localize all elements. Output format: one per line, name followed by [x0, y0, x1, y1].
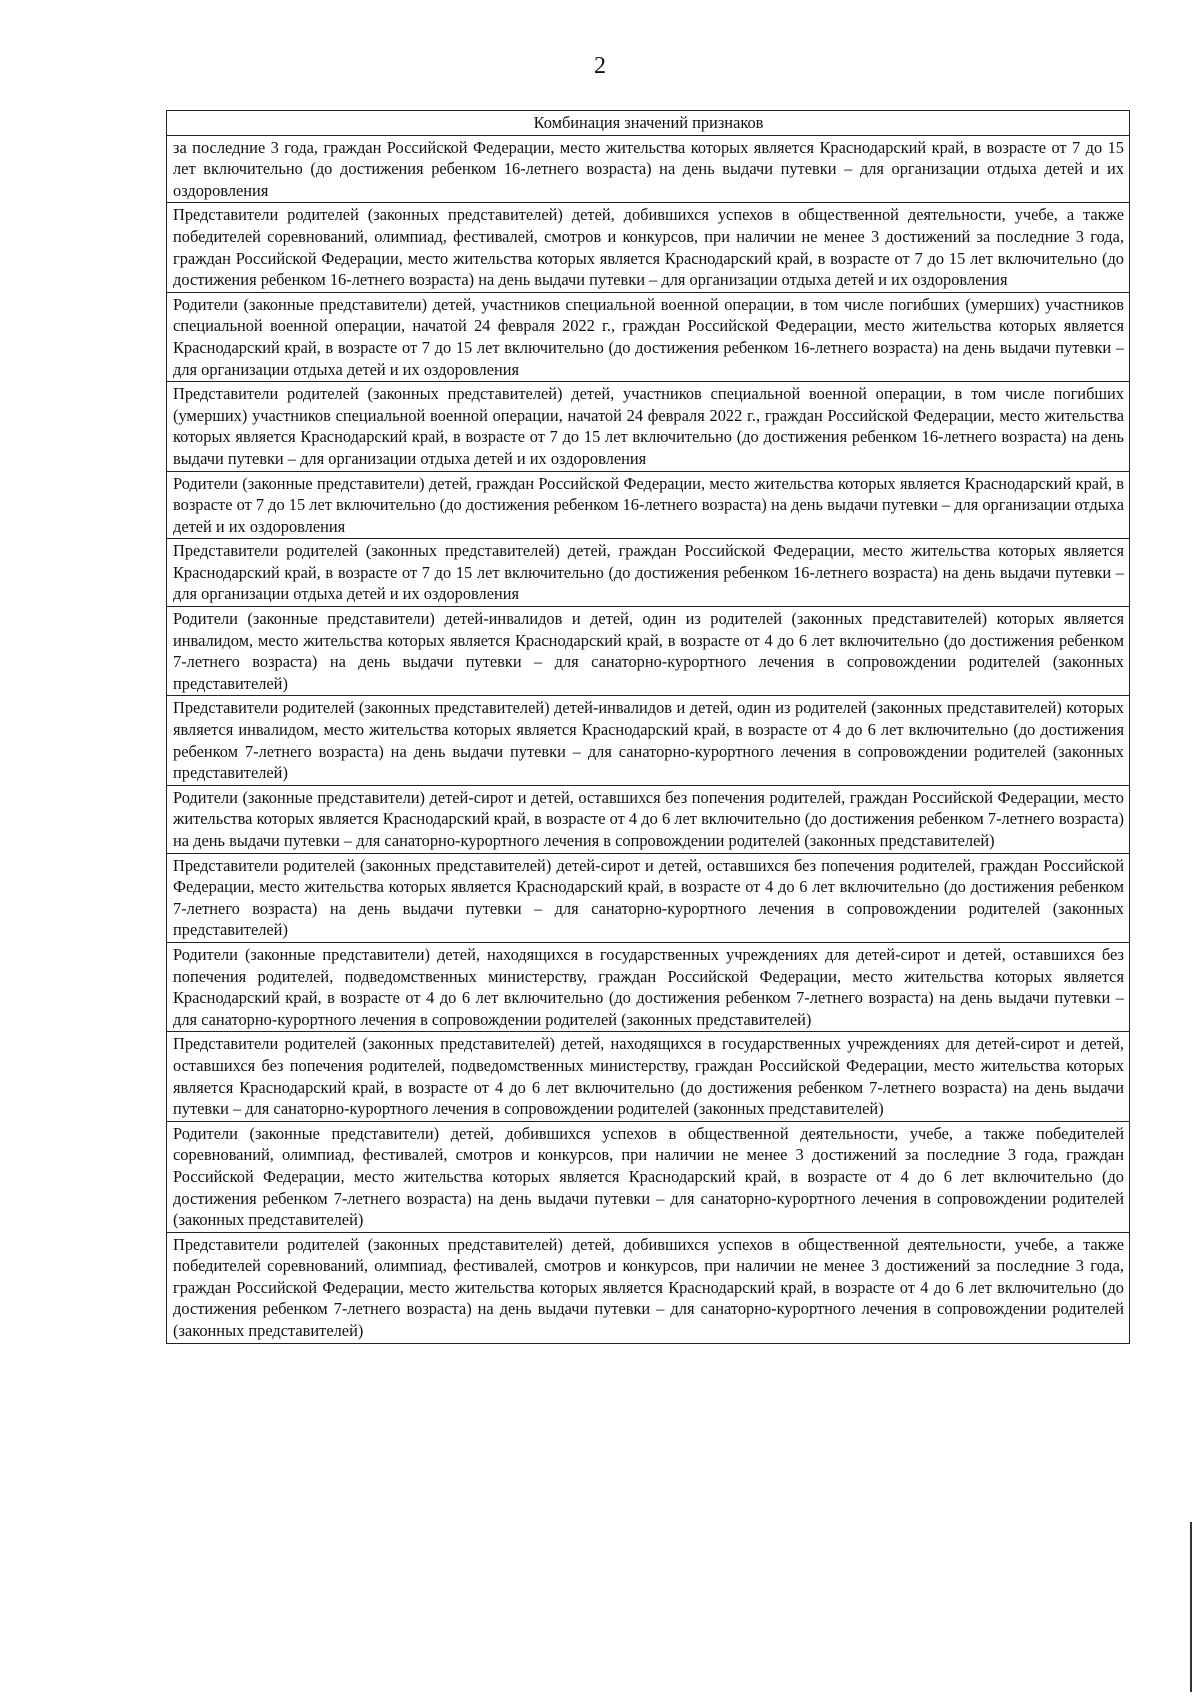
table-row — [167, 607, 1130, 696]
table-row — [167, 292, 1130, 381]
table-cell: Родители (законные представители) детей, добившихся успехов в общественной деятельности, учебе, а также победителей соревнований, олимпиад, фестивалей, смотров и конкурсов, при наличии не менее 3 достижений за последние 3 года, граждан Российской Федерации, место жительства которых является Краснодарский край, в возрасте от 4 до 6 лет включительно (до достижения ребенком 7-летнего возраста) на день выдачи путевки – для санаторно-курортного лечения в сопровождении родителей (законных представителей) — [167, 1121, 1130, 1232]
table-header-row — [167, 111, 1130, 136]
table-row — [167, 382, 1130, 471]
table-row — [167, 696, 1130, 785]
table-header-cell: Комбинация значений признаков — [167, 111, 1130, 136]
table-cell: Представители родителей (законных представителей) детей, граждан Российской Федерации, место жительства которых является Краснодарский край, в возрасте от 7 до 15 лет включительно (до достижения ребенком 16-летнего возраста) на день выдачи путевки – для организации отдыха детей и их оздоровления — [167, 539, 1130, 607]
table-row — [167, 471, 1130, 539]
table-cell: Родители (законные представители) детей-сирот и детей, оставшихся без попечения родителей, граждан Российской Федерации, место жительства которых является Краснодарский край, в возрасте от 4 до 6 лет включительно (до достижения ребенком 7-летнего возраста) на день выдачи путевки – для санаторно-курортного лечения в сопровождении родителей (законных представителей) — [167, 785, 1130, 853]
table-cell: Представители родителей (законных представителей) детей-сирот и детей, оставшихся без попечения родителей, граждан Российской Федерации, место жительства которых является Краснодарский край, в возрасте от 4 до 6 лет включительно (до достижения ребенком 7-летнего возраста) на день выдачи путевки – для санаторно-курортного лечения в сопровождении родителей (законных представителей) — [167, 853, 1130, 942]
criteria-table — [166, 110, 1130, 1344]
page-number: 2 — [594, 53, 606, 79]
table-row — [167, 1121, 1130, 1232]
table-cell: Представители родителей (законных представителей) детей, добившихся успехов в общественной деятельности, учебе, а также победителей соревнований, олимпиад, фестивалей, смотров и конкурсов, при наличии не менее 3 достижений за последние 3 года, граждан Российской Федерации, место жительства которых является Краснодарский край, в возрасте от 4 до 6 лет включительно (до достижения ребенком 7-летнего возраста) на день выдачи путевки – для санаторно-курортного лечения в сопровождении родителей (законных представителей) — [167, 1232, 1130, 1343]
table-cell: Представители родителей (законных представителей) детей, добившихся успехов в общественной деятельности, учебе, а также победителей соревнований, олимпиад, фестивалей, смотров и конкурсов, при наличии не менее 3 достижений за последние 3 года, граждан Российской Федерации, место жительства которых является Краснодарский край, в возрасте от 7 до 15 лет включительно (до достижения ребенком 16-летнего возраста) на день выдачи путевки – для организации отдыха детей и их оздоровления — [167, 203, 1130, 292]
table-cell: Родители (законные представители) детей-инвалидов и детей, один из родителей (законных представителей) которых является инвалидом, место жительства которых является Краснодарский край, в возрасте от 4 до 6 лет включительно (до достижения ребенком 7-летнего возраста) на день выдачи путевки – для санаторно-курортного лечения в сопровождении родителей (законных представителей) — [167, 607, 1130, 696]
table-row — [167, 539, 1130, 607]
table-cell: Представители родителей (законных представителей) детей-инвалидов и детей, один из родителей (законных представителей) которых является инвалидом, место жительства которых является Краснодарский край, в возрасте от 4 до 6 лет включительно (до достижения ребенком 7-летнего возраста) на день выдачи путевки – для санаторно-курортного лечения в сопровождении родителей (законных представителей) — [167, 696, 1130, 785]
table-row — [167, 853, 1130, 942]
table-row — [167, 942, 1130, 1031]
table-cell: Представители родителей (законных представителей) детей, находящихся в государственных учреждениях для детей-сирот и детей, оставшихся без попечения родителей, подведомственных министерству, граждан Российской Федерации, место жительства которых является Краснодарский край, в возрасте от 4 до 6 лет включительно (до достижения ребенком 7-летнего возраста) на день выдачи путевки – для санаторно-курортного лечения в сопровождении родителей (законных представителей) — [167, 1032, 1130, 1121]
table-row — [167, 1232, 1130, 1343]
table-cell: Родители (законные представители) детей, участников специальной военной операции, в том числе погибших (умерших) участников специальной военной операции, начатой 24 февраля 2022 г., граждан Российской Федерации, место жительства которых является Краснодарский край, в возрасте от 7 до 15 лет включительно (до достижения ребенком 16-летнего возраста) на день выдачи путевки – для организации отдыха детей и их оздоровления — [167, 292, 1130, 381]
table-cell: Представители родителей (законных представителей) детей, участников специальной военной операции, в том числе погибших (умерших) участников специальной военной операции, начатой 24 февраля 2022 г., граждан Российской Федерации, место жительства которых является Краснодарский край, в возрасте от 7 до 15 лет включительно (до достижения ребенком 16-летнего возраста) на день выдачи путевки – для организации отдыха детей и их оздоровления — [167, 382, 1130, 471]
table-row — [167, 785, 1130, 853]
table-cell: Родители (законные представители) детей, граждан Российской Федерации, место жительства которых является Краснодарский край, в возрасте от 7 до 15 лет включительно (до достижения ребенком 16-летнего возраста) на день выдачи путевки – для организации отдыха детей и их оздоровления — [167, 471, 1130, 539]
table-cell: Родители (законные представители) детей, находящихся в государственных учреждениях для детей-сирот и детей, оставшихся без попечения родителей, подведомственных министерству, граждан Российской Федерации, место жительства которых является Краснодарский край, в возрасте от 4 до 6 лет включительно (до достижения ребенком 7-летнего возраста) на день выдачи путевки – для санаторно-курортного лечения в сопровождении родителей (законных представителей) — [167, 942, 1130, 1031]
table-row — [167, 135, 1130, 203]
table-cell: за последние 3 года, граждан Российской Федерации, место жительства которых является Краснодарский край, в возрасте от 7 до 15 лет включительно (до достижения ребенком 16-летнего возраста) на день выдачи путевки – для организации отдыха детей и их оздоровления — [167, 135, 1130, 203]
table-row — [167, 203, 1130, 292]
scan-edge-line — [1190, 1522, 1192, 1692]
table-row — [167, 1032, 1130, 1121]
